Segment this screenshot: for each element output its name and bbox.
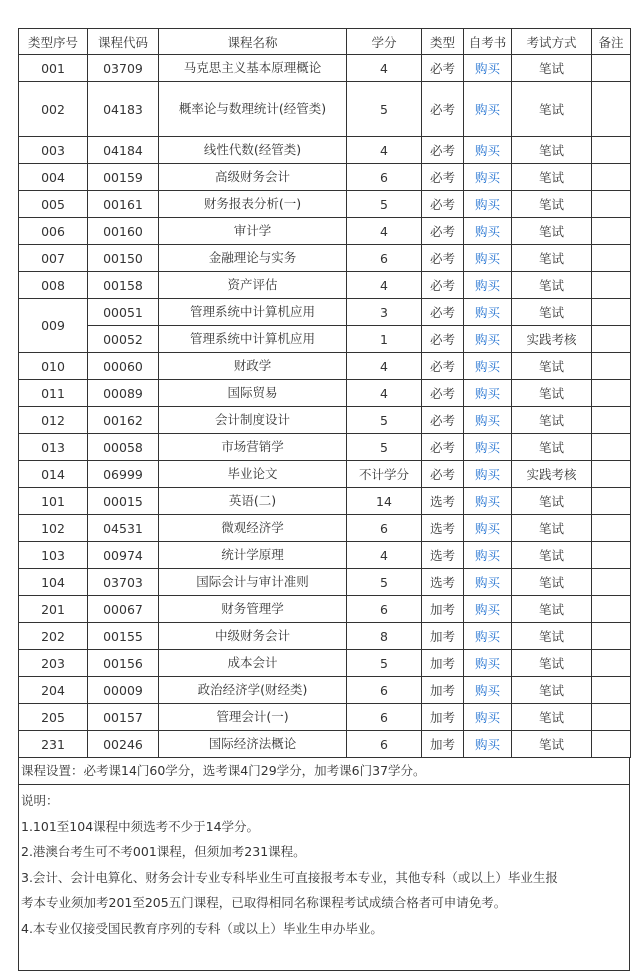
exam-cell: 笔试 xyxy=(512,569,592,596)
course-name-cell: 市场营销学 xyxy=(159,434,347,461)
exam-cell: 笔试 xyxy=(512,623,592,650)
table-row xyxy=(19,137,631,164)
remark-cell xyxy=(592,461,631,488)
seq-cell: 203 xyxy=(19,650,88,677)
credit-cell: 4 xyxy=(347,542,422,569)
type-cell: 必考 xyxy=(422,326,464,353)
seq-cell: 101 xyxy=(19,488,88,515)
course-name-cell: 管理系统中计算机应用 xyxy=(159,326,347,353)
seq-cell: 104 xyxy=(19,569,88,596)
buy-link[interactable]: 购买 xyxy=(464,55,512,82)
code-cell: 04183 xyxy=(88,82,159,137)
exam-cell: 笔试 xyxy=(512,55,592,82)
buy-link[interactable]: 购买 xyxy=(464,164,512,191)
explanation-line: 3.会计、会计电算化、财务会计专业专科毕业生可直接报考本专业，其他专科（或以上）毕业生报 xyxy=(21,869,558,885)
explanation-line: 考本专业须加考201至205五门课程，已取得相同名称课程考试成绩合格者可申请免考。 xyxy=(21,895,507,910)
exam-cell: 笔试 xyxy=(512,434,592,461)
remark-cell xyxy=(592,704,631,731)
credit-cell: 1 xyxy=(347,326,422,353)
exam-cell: 笔试 xyxy=(512,515,592,542)
table-row xyxy=(19,515,631,542)
buy-link[interactable]: 购买 xyxy=(464,299,512,326)
buy-link[interactable]: 购买 xyxy=(464,704,512,731)
header-name: 课程名称 xyxy=(159,29,347,55)
table-row xyxy=(19,55,631,82)
course-table xyxy=(18,28,631,758)
credit-cell: 4 xyxy=(347,218,422,245)
type-cell: 必考 xyxy=(422,82,464,137)
remark-cell xyxy=(592,515,631,542)
course-name-cell: 马克思主义基本原理概论 xyxy=(159,55,347,82)
table-row xyxy=(19,488,631,515)
type-cell: 加考 xyxy=(422,677,464,704)
buy-link[interactable]: 购买 xyxy=(464,515,512,542)
table-row xyxy=(19,299,631,326)
credit-cell: 6 xyxy=(347,677,422,704)
remark-cell xyxy=(592,164,631,191)
table-row xyxy=(19,704,631,731)
buy-link[interactable]: 购买 xyxy=(464,272,512,299)
remark-cell xyxy=(592,191,631,218)
credit-cell: 不计学分 xyxy=(347,461,422,488)
seq-cell: 003 xyxy=(19,137,88,164)
exam-cell: 笔试 xyxy=(512,218,592,245)
credit-cell: 6 xyxy=(347,596,422,623)
remark-cell xyxy=(592,272,631,299)
course-setting: 课程设置：必考课14门60学分，选考课4门29学分，加考课6门37学分。 xyxy=(19,758,629,785)
exam-cell: 笔试 xyxy=(512,650,592,677)
type-cell: 必考 xyxy=(422,191,464,218)
credit-cell: 6 xyxy=(347,515,422,542)
code-cell: 00009 xyxy=(88,677,159,704)
explanation-line: 4.本专业仅接受国民教育序列的专科（或以上）毕业生申办毕业。 xyxy=(21,920,383,936)
table-row xyxy=(19,164,631,191)
remark-cell xyxy=(592,380,631,407)
table-row xyxy=(19,596,631,623)
header-type: 类型 xyxy=(422,29,464,55)
explanation-line: 2.港澳台考生可不考001课程，但须加考231课程。 xyxy=(21,844,306,859)
code-cell: 06999 xyxy=(88,461,159,488)
buy-link[interactable]: 购买 xyxy=(464,407,512,434)
remark-cell xyxy=(592,326,631,353)
table-row xyxy=(19,623,631,650)
exam-cell: 笔试 xyxy=(512,299,592,326)
code-cell: 03703 xyxy=(88,569,159,596)
remark-cell xyxy=(592,82,631,137)
seq-cell: 006 xyxy=(19,218,88,245)
course-name-cell: 财务报表分析(一) xyxy=(159,191,347,218)
buy-link[interactable]: 购买 xyxy=(464,434,512,461)
code-cell: 03709 xyxy=(88,55,159,82)
code-cell: 00155 xyxy=(88,623,159,650)
exam-cell: 笔试 xyxy=(512,704,592,731)
code-cell: 00158 xyxy=(88,272,159,299)
table-row xyxy=(19,650,631,677)
remark-cell xyxy=(592,677,631,704)
course-name-cell: 管理系统中计算机应用 xyxy=(159,299,347,326)
buy-link[interactable]: 购买 xyxy=(464,326,512,353)
course-name-cell: 统计学原理 xyxy=(159,542,347,569)
remark-cell xyxy=(592,137,631,164)
seq-cell: 001 xyxy=(19,55,88,82)
type-cell: 必考 xyxy=(422,353,464,380)
seq-cell: 205 xyxy=(19,704,88,731)
header-code: 课程代码 xyxy=(88,29,159,55)
header-exam: 考试方式 xyxy=(512,29,592,55)
seq-cell: 202 xyxy=(19,623,88,650)
course-name-cell: 资产评估 xyxy=(159,272,347,299)
code-cell: 00160 xyxy=(88,218,159,245)
type-cell: 加考 xyxy=(422,731,464,758)
buy-link[interactable]: 购买 xyxy=(464,542,512,569)
notes xyxy=(18,758,630,971)
type-cell: 选考 xyxy=(422,515,464,542)
code-cell: 04531 xyxy=(88,515,159,542)
remark-cell xyxy=(592,569,631,596)
course-name-cell: 线性代数(经管类) xyxy=(159,137,347,164)
remark-cell xyxy=(592,488,631,515)
table-row xyxy=(19,82,631,137)
type-cell: 必考 xyxy=(422,434,464,461)
course-name-cell: 金融理论与实务 xyxy=(159,245,347,272)
buy-link[interactable]: 购买 xyxy=(464,677,512,704)
course-name-cell: 中级财务会计 xyxy=(159,623,347,650)
course-name-cell: 成本会计 xyxy=(159,650,347,677)
credit-cell: 3 xyxy=(347,299,422,326)
seq-cell: 009 xyxy=(19,299,88,353)
seq-cell: 013 xyxy=(19,434,88,461)
credit-cell: 4 xyxy=(347,353,422,380)
code-cell: 00051 xyxy=(88,299,159,326)
table-row xyxy=(19,326,631,353)
explanation xyxy=(19,788,629,970)
course-name-cell: 英语(二) xyxy=(159,488,347,515)
remark-cell xyxy=(592,542,631,569)
table-body xyxy=(19,55,631,758)
type-cell: 加考 xyxy=(422,650,464,677)
course-name-cell: 概率论与数理统计(经管类) xyxy=(159,82,347,137)
course-name-cell: 毕业论文 xyxy=(159,461,347,488)
table-row xyxy=(19,272,631,299)
exam-cell: 笔试 xyxy=(512,191,592,218)
exam-cell: 笔试 xyxy=(512,731,592,758)
exam-cell: 笔试 xyxy=(512,353,592,380)
course-name-cell: 微观经济学 xyxy=(159,515,347,542)
exam-cell: 笔试 xyxy=(512,164,592,191)
course-name-cell: 国际会计与审计准则 xyxy=(159,569,347,596)
type-cell: 必考 xyxy=(422,164,464,191)
remark-cell xyxy=(592,55,631,82)
course-name-cell: 财务管理学 xyxy=(159,596,347,623)
type-cell: 必考 xyxy=(422,461,464,488)
table-row xyxy=(19,245,631,272)
credit-cell: 5 xyxy=(347,82,422,137)
code-cell: 00974 xyxy=(88,542,159,569)
header-seq: 类型序号 xyxy=(19,29,88,55)
table-row xyxy=(19,542,631,569)
course-name-cell: 财政学 xyxy=(159,353,347,380)
code-cell: 00067 xyxy=(88,596,159,623)
course-name-cell: 高级财务会计 xyxy=(159,164,347,191)
type-cell: 选考 xyxy=(422,569,464,596)
header-credit: 学分 xyxy=(347,29,422,55)
type-cell: 选考 xyxy=(422,488,464,515)
seq-cell: 012 xyxy=(19,407,88,434)
course-name-cell: 管理会计(一) xyxy=(159,704,347,731)
credit-cell: 5 xyxy=(347,407,422,434)
credit-cell: 6 xyxy=(347,731,422,758)
buy-link[interactable]: 购买 xyxy=(464,191,512,218)
exam-cell: 笔试 xyxy=(512,137,592,164)
table-row xyxy=(19,569,631,596)
table-row xyxy=(19,353,631,380)
type-cell: 加考 xyxy=(422,704,464,731)
credit-cell: 6 xyxy=(347,164,422,191)
code-cell: 04184 xyxy=(88,137,159,164)
type-cell: 加考 xyxy=(422,596,464,623)
remark-cell xyxy=(592,731,631,758)
code-cell: 00089 xyxy=(88,380,159,407)
course-name-cell: 政治经济学(财经类) xyxy=(159,677,347,704)
type-cell: 加考 xyxy=(422,623,464,650)
course-name-cell: 审计学 xyxy=(159,218,347,245)
seq-cell: 002 xyxy=(19,82,88,137)
table-row xyxy=(19,731,631,758)
code-cell: 00246 xyxy=(88,731,159,758)
type-cell: 必考 xyxy=(422,245,464,272)
buy-link[interactable]: 购买 xyxy=(464,245,512,272)
buy-link[interactable]: 购买 xyxy=(464,569,512,596)
buy-link[interactable]: 购买 xyxy=(464,353,512,380)
table-row xyxy=(19,461,631,488)
code-cell: 00157 xyxy=(88,704,159,731)
credit-cell: 8 xyxy=(347,623,422,650)
credit-cell: 4 xyxy=(347,137,422,164)
credit-cell: 6 xyxy=(347,704,422,731)
exam-cell: 实践考核 xyxy=(512,326,592,353)
course-name-cell: 国际经济法概论 xyxy=(159,731,347,758)
buy-link[interactable]: 购买 xyxy=(464,82,512,137)
remark-cell xyxy=(592,218,631,245)
credit-cell: 5 xyxy=(347,569,422,596)
credit-cell: 5 xyxy=(347,434,422,461)
credit-cell: 6 xyxy=(347,245,422,272)
type-cell: 必考 xyxy=(422,218,464,245)
remark-cell xyxy=(592,650,631,677)
buy-link[interactable]: 购买 xyxy=(464,137,512,164)
remark-cell xyxy=(592,245,631,272)
course-name-cell: 会计制度设计 xyxy=(159,407,347,434)
remark-cell xyxy=(592,434,631,461)
seq-cell: 005 xyxy=(19,191,88,218)
seq-cell: 103 xyxy=(19,542,88,569)
credit-cell: 4 xyxy=(347,55,422,82)
course-plan xyxy=(18,28,630,971)
seq-cell: 201 xyxy=(19,596,88,623)
type-cell: 必考 xyxy=(422,380,464,407)
exam-cell: 笔试 xyxy=(512,542,592,569)
type-cell: 必考 xyxy=(422,272,464,299)
explanation-title: 说明： xyxy=(21,793,59,808)
table-row xyxy=(19,407,631,434)
credit-cell: 4 xyxy=(347,272,422,299)
seq-cell: 004 xyxy=(19,164,88,191)
exam-cell: 笔试 xyxy=(512,407,592,434)
type-cell: 必考 xyxy=(422,137,464,164)
remark-cell xyxy=(592,353,631,380)
code-cell: 00060 xyxy=(88,353,159,380)
type-cell: 必考 xyxy=(422,299,464,326)
seq-cell: 010 xyxy=(19,353,88,380)
type-cell: 选考 xyxy=(422,542,464,569)
exam-cell: 笔试 xyxy=(512,245,592,272)
exam-cell: 笔试 xyxy=(512,380,592,407)
seq-cell: 231 xyxy=(19,731,88,758)
remark-cell xyxy=(592,596,631,623)
buy-link[interactable]: 购买 xyxy=(464,218,512,245)
code-cell: 00150 xyxy=(88,245,159,272)
remark-cell xyxy=(592,623,631,650)
table-row xyxy=(19,677,631,704)
seq-cell: 008 xyxy=(19,272,88,299)
exam-cell: 笔试 xyxy=(512,272,592,299)
exam-cell: 实践考核 xyxy=(512,461,592,488)
header-book: 自考书 xyxy=(464,29,512,55)
buy-link[interactable]: 购买 xyxy=(464,488,512,515)
table-header-row xyxy=(19,29,631,55)
credit-cell: 14 xyxy=(347,488,422,515)
remark-cell xyxy=(592,407,631,434)
table-row xyxy=(19,380,631,407)
credit-cell: 4 xyxy=(347,380,422,407)
code-cell: 00161 xyxy=(88,191,159,218)
buy-link[interactable]: 购买 xyxy=(464,731,512,758)
seq-cell: 007 xyxy=(19,245,88,272)
code-cell: 00058 xyxy=(88,434,159,461)
exam-cell: 笔试 xyxy=(512,82,592,137)
seq-cell: 011 xyxy=(19,380,88,407)
credit-cell: 5 xyxy=(347,650,422,677)
remark-cell xyxy=(592,299,631,326)
code-cell: 00015 xyxy=(88,488,159,515)
buy-link[interactable]: 购买 xyxy=(464,461,512,488)
table-row xyxy=(19,218,631,245)
table-row xyxy=(19,191,631,218)
header-remark: 备注 xyxy=(592,29,631,55)
code-cell: 00156 xyxy=(88,650,159,677)
credit-cell: 5 xyxy=(347,191,422,218)
exam-cell: 笔试 xyxy=(512,596,592,623)
table-row xyxy=(19,434,631,461)
exam-cell: 笔试 xyxy=(512,677,592,704)
buy-link[interactable]: 购买 xyxy=(464,623,512,650)
course-name-cell: 国际贸易 xyxy=(159,380,347,407)
type-cell: 必考 xyxy=(422,55,464,82)
buy-link[interactable]: 购买 xyxy=(464,650,512,677)
explanation-line: 1.101至104课程中须选考不少于14学分。 xyxy=(21,818,260,834)
code-cell: 00052 xyxy=(88,326,159,353)
buy-link[interactable]: 购买 xyxy=(464,380,512,407)
code-cell: 00162 xyxy=(88,407,159,434)
exam-cell: 笔试 xyxy=(512,488,592,515)
buy-link[interactable]: 购买 xyxy=(464,596,512,623)
code-cell: 00159 xyxy=(88,164,159,191)
seq-cell: 102 xyxy=(19,515,88,542)
seq-cell: 014 xyxy=(19,461,88,488)
seq-cell: 204 xyxy=(19,677,88,704)
type-cell: 必考 xyxy=(422,407,464,434)
